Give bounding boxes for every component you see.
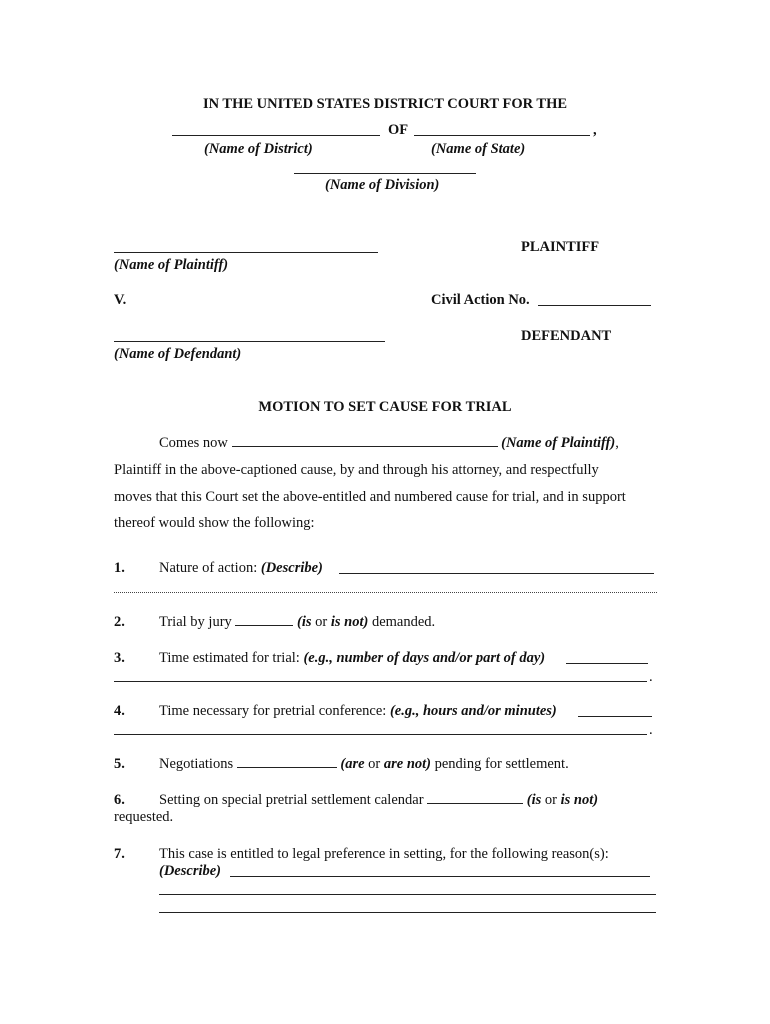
item-5-field[interactable]	[237, 755, 337, 768]
item-7-field[interactable]	[230, 876, 650, 877]
plaintiff-caption: (Name of Plaintiff)	[114, 257, 229, 273]
intro-plaintiff-name-field[interactable]	[232, 434, 498, 447]
item-7-hint: (Describe)	[159, 863, 222, 879]
item-3-period: .	[649, 669, 653, 685]
item-1-hint: (Describe)	[260, 560, 323, 576]
item-5-text: Negotiations (are or are not) pending for settlement.	[159, 756, 569, 772]
of-word: OF	[388, 122, 409, 138]
item-1-field-continued[interactable]	[114, 592, 657, 593]
item-6-text: Setting on special pretrial settlement calendar (is or is not)	[159, 792, 599, 808]
item-3-text: Time estimated for trial: (e.g., number of days and/or part of day)	[159, 650, 546, 666]
intro-line-2: Plaintiff in the above-captioned cause, by and through his attorney, and respectfully	[114, 462, 599, 478]
defendant-name-field[interactable]	[114, 341, 385, 342]
item-3-field[interactable]	[566, 663, 648, 664]
item-4-number: 4.	[114, 703, 125, 719]
item-7-field-line-3[interactable]	[159, 912, 656, 913]
item-6-line-2: requested.	[114, 809, 174, 825]
court-heading: IN THE UNITED STATES DISTRICT COURT FOR THE	[202, 96, 568, 112]
item-4-field-continued[interactable]	[114, 734, 647, 735]
item-2-text: Trial by jury (is or is not) demanded.	[159, 614, 436, 630]
item-4-hint: (e.g., hours and/or minutes)	[389, 703, 557, 719]
plaintiff-label: PLAINTIFF	[521, 239, 600, 255]
intro-line-3: moves that this Court set the above-entitled and numbered cause for trial, and in support	[114, 489, 626, 505]
defendant-label: DEFENDANT	[521, 328, 612, 344]
district-name-field[interactable]	[172, 135, 380, 136]
item-6-number: 6.	[114, 792, 125, 808]
state-caption: (Name of State)	[431, 141, 526, 157]
item-4-text: Time necessary for pretrial conference: (e.g., hours and/or minutes)	[159, 703, 557, 719]
intro-start: Comes now	[159, 435, 228, 451]
division-caption: (Name of Division)	[325, 177, 440, 193]
item-2-number: 2.	[114, 614, 125, 630]
intro-name-caption: (Name of Plaintiff)	[501, 435, 616, 451]
item-6-field[interactable]	[427, 791, 523, 804]
intro-line-1	[159, 434, 619, 452]
item-4-period: .	[649, 722, 653, 738]
item-7-field-line-2[interactable]	[159, 894, 656, 895]
item-3-field-continued[interactable]	[114, 681, 647, 682]
versus-label: V.	[114, 292, 127, 308]
civil-action-number-field[interactable]	[538, 305, 651, 306]
intro-line-4: thereof would show the following:	[114, 515, 315, 531]
defendant-caption: (Name of Defendant)	[114, 346, 242, 362]
item-3-number: 3.	[114, 650, 125, 666]
item-1-field[interactable]	[339, 573, 654, 574]
item-3-hint: (e.g., number of days and/or part of day)	[303, 650, 546, 666]
state-name-field[interactable]	[414, 135, 590, 136]
item-1-text: Nature of action: (Describe)	[159, 560, 323, 576]
item-1-number: 1.	[114, 560, 125, 576]
item-7-text: This case is entitled to legal preference in setting, for the following reason(s):	[159, 846, 609, 862]
civil-action-label: Civil Action No.	[431, 292, 530, 308]
division-name-field[interactable]	[294, 173, 476, 174]
plaintiff-name-field[interactable]	[114, 252, 378, 253]
item-5-number: 5.	[114, 756, 125, 772]
intro-comma: ,	[615, 435, 619, 451]
item-4-field[interactable]	[578, 716, 652, 717]
item-7-number: 7.	[114, 846, 125, 862]
item-2-field[interactable]	[235, 613, 293, 626]
comma: ,	[593, 122, 597, 138]
motion-title: MOTION TO SET CAUSE FOR TRIAL	[258, 399, 512, 415]
district-caption: (Name of District)	[204, 141, 313, 157]
